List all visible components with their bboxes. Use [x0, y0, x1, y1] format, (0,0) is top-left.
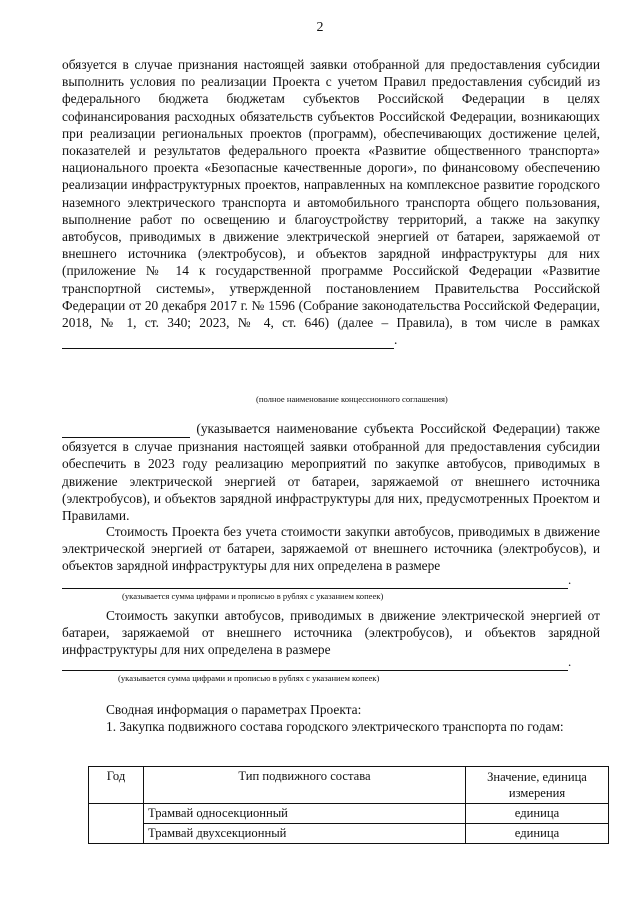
cell-year — [89, 804, 144, 844]
sum-blank-1 — [62, 588, 568, 589]
paragraph-subject-text: (указывается наименование субъекта Российской Федерации) также обязуется в случае признания настоящей заявки отобранной для предоставления субсидии обеспечить в 2023 году реализацию мероприятий по закупке автобусов, приводимых в движение электрической энергией от батареи, заряжаемой от внешнего источника (электробусов), и объектов зарядной инфраструктуры для них, предусмотренных Проектом и Правилами. — [62, 421, 600, 524]
header-type: Тип подвижного состава — [144, 767, 466, 804]
rolling-stock-table — [88, 766, 609, 844]
paragraph-obligation-text: обязуется в случае признания настоящей заявки отобранной для предоставления субсидии выполнить условия по реализации Проекта с учетом Правил предоставления субсидий из федерального бюджета бюджетам субъектов Российской Федерации в целях софинансирования расходных обязательств субъектов Российской Федерации, возникающих при реализации региональных проектов (программ), обеспечивающих достижение целей, показателей и результатов федерального проекта «Развитие общественного транспорта» национального проекта «Безопасные качественные дороги», по финансовому обеспечению реализации инфраструктурных проектов, направленных на комплексное развитие городского наземного электрического транспорта и автомобильного транспорта общего пользования, выполнение работ по освещению и благоустройству территорий, а также на закупку автобусов, приводимых в движение электрической энергией от батареи, заряжаемой от внешнего источника (электробусов), и объектов зарядной инфраструктуры для них (приложение № 14 к государственной программе Российской Федерации «Развитие транспортной системы», утвержденной постановлением Правительства Российской Федерации от 20 декабря 2017 г. № 1596 (Собрание законодательства Российской Федерации, 2018, № 1, ст. 340; 2023, № 4, ст. 646) (далее – Правила), в том числе в рамках — [62, 57, 600, 331]
section-title: Сводная информация о параметрах Проекта: — [106, 702, 362, 717]
period: . — [568, 654, 572, 669]
cell-unit: единица — [466, 824, 609, 844]
cell-type: Трамвай односекционный — [144, 804, 466, 824]
subject-blank — [62, 420, 190, 438]
note-sum-2: (указывается сумма цифрами и прописью в рублях с указанием копеек) — [118, 673, 380, 683]
note-concession: (полное наименование концессионного соглашения) — [256, 394, 448, 404]
paragraph-obligation — [62, 56, 600, 349]
paragraph-bus-cost: Стоимость закупки автобусов, приводимых в движение электрической энергией от батареи, заряжаемой от внешнего источника (электробусов), и объектов зарядной инфраструктуры для них определена в размере — [62, 608, 600, 658]
period: . — [394, 332, 398, 348]
paragraph-subject — [62, 420, 600, 524]
table-row — [89, 804, 609, 824]
paragraph-project-cost: Стоимость Проекта без учета стоимости закупки автобусов, приводимых в движение электрической энергией от батареи, заряжаемой от внешнего источника (электробусов), и объектов зарядной инфраструктуры для них определена в размере — [62, 524, 600, 574]
table-header-row — [89, 767, 609, 804]
item-rolling-stock: 1. Закупка подвижного состава городского электрического транспорта по годам: — [106, 719, 564, 734]
table-row — [89, 824, 609, 844]
header-unit: Значение, единица измерения — [466, 767, 609, 804]
period: . — [568, 572, 572, 587]
note-sum-1: (указывается сумма цифрами и прописью в рублях с указанием копеек) — [122, 591, 384, 601]
header-year: Год — [89, 767, 144, 804]
sum-blank-2 — [62, 670, 568, 671]
concession-blank — [62, 331, 394, 349]
cell-unit: единица — [466, 804, 609, 824]
page-number: 2 — [316, 20, 324, 35]
cell-type: Трамвай двухсекционный — [144, 824, 466, 844]
